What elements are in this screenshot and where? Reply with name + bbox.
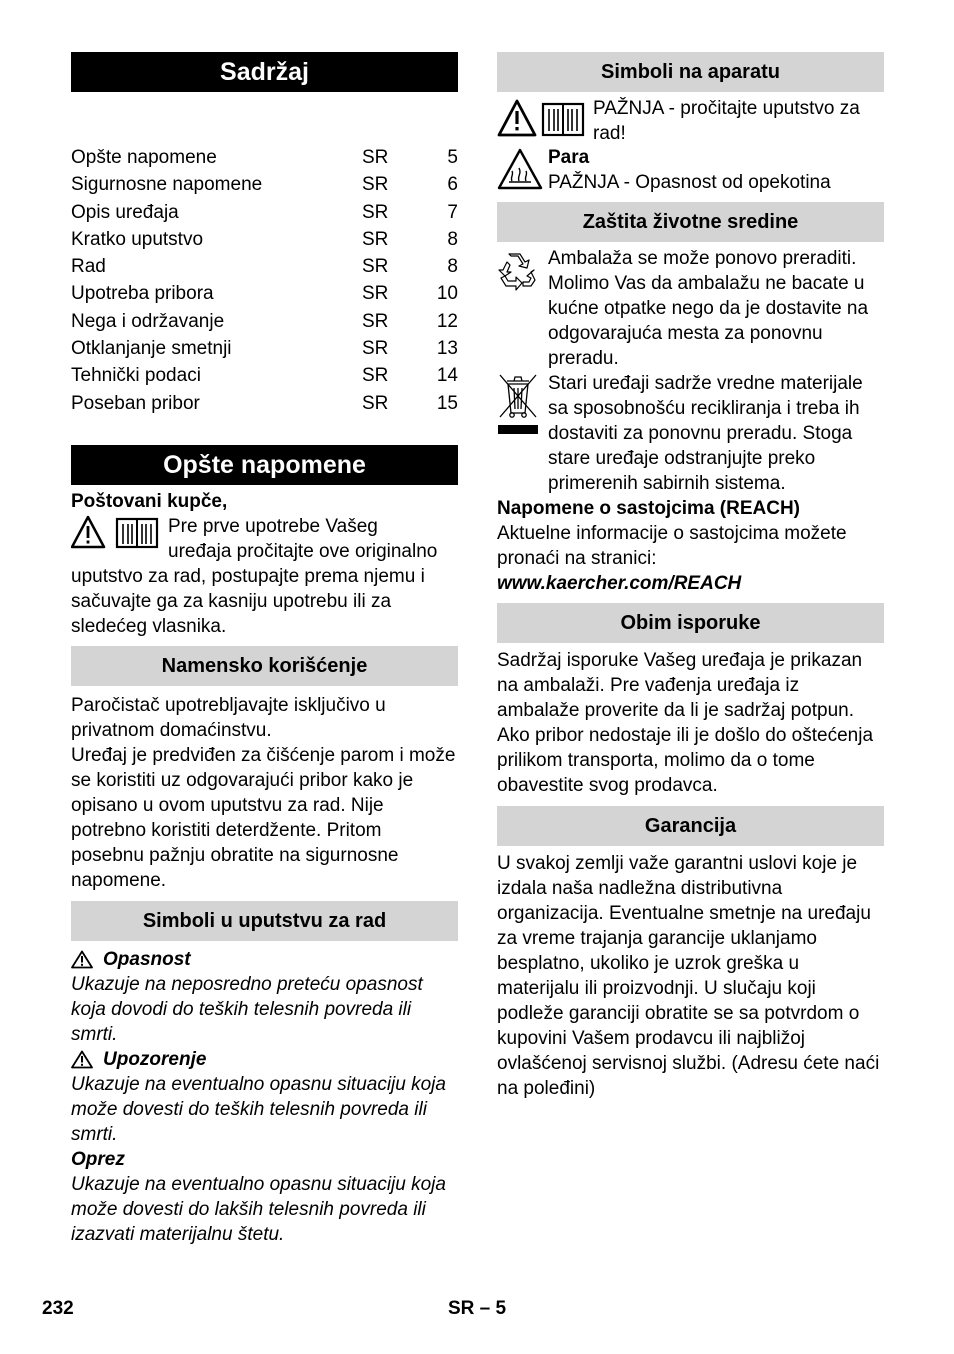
section-title-warranty: Garancija bbox=[497, 806, 884, 846]
caution-text: Ukazuje na eventualno opasnu situaciju koja može dovesti do lakših telesnih povreda ili izazvati materijalnu štetu. bbox=[71, 1173, 446, 1245]
toc-entry-name: Opšte napomene bbox=[71, 147, 217, 168]
intro-short-lines bbox=[168, 514, 437, 564]
section-page-label: SR – 5 bbox=[448, 1298, 507, 1319]
reach-link[interactable]: www.kaercher.com/REACH bbox=[497, 573, 742, 594]
toc-entry-page: 10 bbox=[436, 283, 458, 305]
section-title-general: Opšte napomene bbox=[71, 445, 458, 485]
toc-row[interactable] bbox=[71, 253, 458, 280]
delivery-paragraph: Sadržaj isporuke Vašeg uređaja je prikazan na ambalaži. Pre vađenja uređaja iz ambalaže proverite da li je sadržaj potpun. bbox=[497, 650, 863, 721]
toc-entry-name: Opis uređaja bbox=[71, 201, 179, 223]
danger-text: Ukazuje na neposredno preteću opasnost koja dovodi do teških telesnih povreda ili smrti. bbox=[71, 973, 423, 1045]
read-manual-text: PAŽNJA - pročitajte uputstvo za rad! bbox=[593, 98, 860, 144]
warning-heading bbox=[71, 1047, 458, 1072]
warning-label: Upozorenje bbox=[103, 1048, 207, 1070]
steam-icon-cell bbox=[497, 146, 548, 195]
toc-row[interactable] bbox=[71, 144, 458, 171]
warranty-text: U svakoj zemlji važe garantni uslovi koje je izdala naša nadležna distributivna organizacija. Eventualne smetnje na uređaju za vreme trajanja garancije uklanjamo besplatno, ukoliko je uzrok greška u materijalu ili proizvodnji. U slučaju koji podleže garanciji obratite se sa potvrdom o kupovini Vašem prodavcu ili najbližoj ovlašćenoj servisnoj službi. (Adresu ćete naći na poleđini) bbox=[497, 853, 880, 1099]
intended-use-paragraph: Uređaj je predviđen za čišćenje parom i može se koristiti uz odgovarajući pribor kako je opisano u ovom uputstvu za rad. Nije potrebno koristiti deterdžente. Pritom posebnu pažnju obratite na sigurnosne napomene. bbox=[71, 744, 456, 891]
old-devices-block bbox=[497, 371, 884, 496]
packaging-text: Ambalaža se može ponovo preraditi. Molimo Vas da ambalažu ne bacate u kućne otpatke nego da je dostavite na odgovarajuća mesta za ponovnu preradu. bbox=[548, 248, 869, 369]
manual-book-icon bbox=[117, 519, 157, 547]
toc-entry-name: Otklanjanje smetnji bbox=[71, 338, 232, 360]
packaging-block bbox=[497, 246, 884, 371]
steam-hazard-icon bbox=[497, 148, 543, 190]
right-column bbox=[497, 52, 884, 1101]
toc-entry-code: SR bbox=[362, 228, 389, 250]
toc-entry-page: 7 bbox=[447, 201, 458, 223]
delivery-paragraph: Ako pribor nedostaje ili je došlo do oštećenja prilikom transporta, molimo da o tome obavestite svog prodavca. bbox=[497, 725, 874, 796]
toc-entry-page: 13 bbox=[436, 338, 458, 360]
warning-triangle-icon bbox=[71, 950, 93, 969]
toc-entry-code: SR bbox=[362, 201, 389, 223]
recycle-icon bbox=[497, 252, 539, 292]
bin-icon-cell bbox=[497, 371, 548, 442]
steam-texts bbox=[548, 146, 884, 195]
old-devices-text: Stari uređaji sadrže vredne materijale sa sposobnošću recikliranja i treba ih dostaviti za ponovnu preradu. Stoga stare uređaje odstranjujte preko primerenih sabirnih sistema. bbox=[548, 373, 863, 494]
toc-entry-name: Sigurnosne napomene bbox=[71, 174, 263, 196]
toc-entry-name: Tehnički podaci bbox=[71, 365, 201, 387]
section-title-device-symbols: Simboli na aparatu bbox=[497, 52, 884, 92]
toc-entry-name: Kratko uputstvo bbox=[71, 228, 204, 250]
toc-entry-name: Rad bbox=[71, 256, 106, 278]
recycle-icon-cell bbox=[497, 246, 548, 297]
toc-entry-page: 12 bbox=[436, 310, 458, 332]
intro-text: uputstvo za rad, postupajte prema njemu i sačuvajte ga za kasniju upotrebu ili za sledećeg vlasnika. bbox=[71, 565, 425, 637]
steam-symbol bbox=[497, 146, 884, 195]
read-manual-icons bbox=[497, 96, 593, 143]
steam-text: PAŽNJA - Opasnost od opekotina bbox=[548, 172, 831, 193]
intro-icons bbox=[71, 514, 168, 554]
warning-triangle-icon bbox=[497, 98, 587, 138]
warning-triangle-icon bbox=[71, 1050, 93, 1069]
manual-book-icon bbox=[543, 104, 583, 135]
intro-block bbox=[71, 514, 458, 564]
danger-heading bbox=[71, 947, 458, 972]
toc-entry-name: Nega i održavanje bbox=[71, 310, 225, 332]
toc-entry-code: SR bbox=[362, 174, 389, 196]
toc-entry-code: SR bbox=[362, 147, 389, 168]
section-title-environment: Zaštita životne sredine bbox=[497, 202, 884, 242]
reach-text: Aktuelne informacije o sastojcima možete pronaći na stranici: bbox=[497, 523, 847, 569]
crossed-bin-icon bbox=[497, 373, 539, 437]
section-title-delivery: Obim isporuke bbox=[497, 603, 884, 643]
toc-row[interactable] bbox=[71, 335, 458, 362]
toc-entry-name: Poseban pribor bbox=[71, 392, 200, 414]
toc-entry-name: Upotreba pribora bbox=[71, 283, 214, 305]
steam-label: Para bbox=[548, 147, 590, 168]
intended-use-paragraph: Paročistač upotrebljavajte isključivo u privatnom domaćinstvu. bbox=[71, 694, 386, 741]
toc-entry-code: SR bbox=[362, 283, 389, 305]
warning-text: Ukazuje na eventualno opasnu situaciju koja može dovesti do teških telesnih povreda ili smrti. bbox=[71, 1073, 446, 1145]
toc-entry-code: SR bbox=[362, 365, 389, 387]
caution-label: Oprez bbox=[71, 1148, 125, 1170]
toc-row[interactable] bbox=[71, 308, 458, 335]
toc-entry-code: SR bbox=[362, 256, 389, 278]
toc-entry-code: SR bbox=[362, 392, 389, 414]
section-title-intended-use: Namensko korišćenje bbox=[71, 646, 458, 686]
toc-entry-page: 15 bbox=[436, 392, 458, 414]
toc-row[interactable] bbox=[71, 390, 458, 417]
intro-line: Pre prve upotrebe Vašeg bbox=[168, 515, 378, 537]
toc-row[interactable] bbox=[71, 171, 458, 198]
toc-entry-code: SR bbox=[362, 338, 389, 360]
toc-row[interactable] bbox=[71, 199, 458, 226]
toc-row[interactable] bbox=[71, 226, 458, 253]
read-manual-symbol bbox=[497, 96, 884, 146]
toc-entry-page: 5 bbox=[447, 147, 458, 168]
toc-title: Sadržaj bbox=[71, 52, 458, 92]
toc-row[interactable] bbox=[71, 362, 458, 389]
toc-entry-page: 14 bbox=[436, 365, 458, 387]
section-title-manual-symbols: Simboli u uputstvu za rad bbox=[71, 901, 458, 941]
greeting: Poštovani kupče, bbox=[71, 490, 228, 512]
toc-entry-page: 6 bbox=[447, 174, 458, 196]
toc-entry-page: 8 bbox=[447, 228, 458, 250]
intro-line: uređaja pročitajte ove originalno bbox=[168, 540, 438, 562]
page-number: 232 bbox=[42, 1298, 74, 1319]
toc-entry-code: SR bbox=[362, 310, 389, 332]
toc-entry-page: 8 bbox=[447, 256, 458, 278]
toc-row[interactable] bbox=[71, 280, 458, 307]
reach-heading: Napomene o sastojcima (REACH) bbox=[497, 498, 801, 519]
warning-triangle-icon bbox=[71, 515, 161, 549]
table-of-contents bbox=[71, 144, 458, 417]
left-column bbox=[71, 52, 458, 1247]
danger-label: Opasnost bbox=[103, 948, 191, 970]
